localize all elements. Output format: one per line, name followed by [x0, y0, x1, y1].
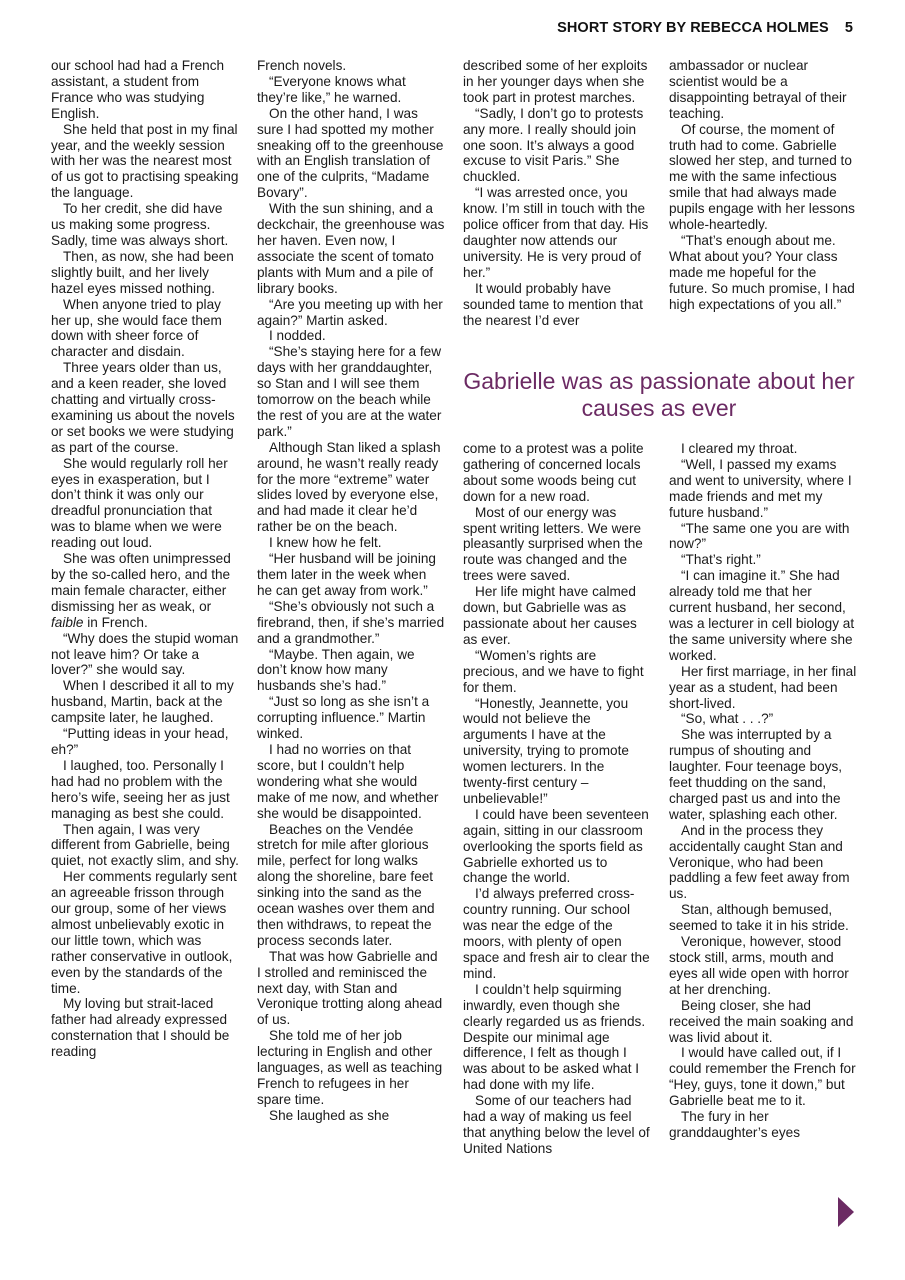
paragraph: My loving but strait-laced father had already expressed consternation that I should be reading: [51, 996, 230, 1060]
pull-quote: Gabrielle was as passionate about her causes as ever: [463, 368, 855, 421]
paragraph: Some of our teachers had had a way of making us feel that anything below the level of United Nations: [463, 1093, 650, 1156]
paragraph: Then, as now, she had been slightly built, and her lively hazel eyes missed nothing.: [51, 248, 234, 296]
paragraph: It would probably have sounded tame to mention that the nearest I’d ever: [463, 280, 643, 328]
paragraph-text: She was often unimpressed by the so-called hero, and the main female character, either dismissing her as weak, or: [51, 551, 231, 614]
paragraph: Beaches on the Vendée stretch for mile after glorious mile, perfect for long walks along the shoreline, bare feet sinking into the sand as the ocean washes over them and then withdraws, to repeat the process seconds later.: [257, 821, 435, 948]
paragraph: Although Stan liked a splash around, he wasn’t really ready for the more “extreme” water slides loved by everyone else, and had made it clear he’d rather be on the beach.: [257, 439, 441, 535]
paragraph: She told me of her job lecturing in English and other languages, as well as teaching French to refugees in her spare time.: [257, 1028, 443, 1107]
paragraph: She was interrupted by a rumpus of shouting and laughter. Four teenage boys, feet thudding on the sand, charged past us and into the water, splashing each other.: [669, 727, 843, 822]
paragraph: Three years older than us, and a keen reader, she loved chatting and virtually cross-examining us about the novels or set books we were studying as part of the course.: [51, 360, 235, 455]
paragraph: I nodded.: [269, 328, 326, 344]
column-4-top: [669, 58, 857, 313]
paragraph: “The same one you are with now?”: [669, 520, 850, 552]
paragraph: She would regularly roll her eyes in exasperation, but I don’t think it was only our dreadful pronunciation that was to blame when we were reading out loud.: [51, 455, 228, 551]
paragraph: When I described it all to my husband, Martin, back at the campsite later, he laughed.: [51, 678, 234, 726]
paragraph: On the other hand, I was sure I had spotted my mother sneaking off to the greenhouse with an English translation of one of the culprits, “Madame Bovary”.: [257, 105, 444, 201]
paragraph: I had no worries on that score, but I couldn’t help wondering what she would make of me now, and whether she would be disappointed.: [257, 741, 439, 821]
paragraph: Most of our energy was spent writing letters. We were pleasantly surprised when the route was changed and the trees were saved.: [463, 504, 643, 584]
column-3-bottom: [463, 441, 651, 1157]
running-header: [557, 20, 853, 36]
paragraph: “She’s obviously not such a firebrand, then, if she’s married and a grandmother.”: [257, 598, 445, 646]
column-2: [257, 58, 445, 1124]
paragraph: The fury in her granddaughter’s eyes: [669, 1109, 800, 1140]
paragraph: She laughed as she: [269, 1107, 390, 1123]
paragraph: “Just so long as she isn’t a corrupting influence.” Martin winked.: [257, 694, 430, 742]
header-title: SHORT STORY BY REBECCA HOLMES: [557, 20, 829, 36]
paragraph: “She’s staying here for a few days with her granddaughter, so Stan and I will see them tomorrow on the beach while the rest of you are at the water park.”: [257, 344, 442, 439]
italic-word: faible: [51, 614, 84, 630]
column-1: [51, 58, 239, 1060]
paragraph: I could have been seventeen again, sitting in our classroom overlooking the sports field as Gabrielle exhorted us to change the world.: [463, 806, 649, 886]
paragraph: “Are you meeting up with her again?” Martin asked.: [257, 296, 443, 328]
paragraph: Of course, the moment of truth had to come. Gabrielle slowed her step, and turned to me with the same infectious smile that had always made pupils engage with her lessons whole-heartedly.: [669, 121, 855, 233]
paragraph: French novels.: [257, 58, 347, 73]
paragraph: I’d always preferred cross-country running. Our school was near the edge of the moors, with plenty of open space and fresh air to clear the mind.: [463, 886, 650, 981]
paragraph: described some of her exploits in her younger days when she took part in protest marches.: [463, 58, 648, 105]
paragraph: come to a protest was a polite gathering of concerned locals about some woods being cut down for a new road.: [463, 441, 644, 504]
column-3-top: [463, 58, 651, 328]
paragraph: “Sadly, I don’t go to protests any more. I really should join one soon. It’s always a good excuse to visit Paris.” She chuckled.: [463, 105, 644, 185]
paragraph: I laughed, too. Personally I had had no problem with the hero’s wife, seeing her as just managing as best she could.: [51, 757, 230, 821]
paragraph: With the sun shining, and a deckchair, the greenhouse was her haven. Even now, I associate the scent of tomato plants with Mum and a pile of library books.: [257, 201, 445, 296]
paragraph: Then again, I was very different from Gabrielle, being quiet, not exactly slim, and shy.: [51, 821, 239, 869]
column-4-bottom: [669, 441, 857, 1141]
paragraph: And in the process they accidentally caught Stan and Veronique, who had been paddling a few feet away from us.: [669, 822, 850, 902]
paragraph: “Everyone knows what they’re like,” he warned.: [257, 73, 406, 105]
paragraph: “Women’s rights are precious, and we have to fight for them.: [463, 647, 644, 695]
paragraph: “Honestly, Jeannette, you would not believe the arguments I have at the university, trying to promote women lecturers. In the twenty-first century – unbelievable!”: [463, 695, 629, 806]
paragraph: “Putting ideas in your head, eh?”: [51, 726, 229, 757]
paragraph: ambassador or nuclear scientist would be a disappointing betrayal of their teaching.: [669, 58, 847, 121]
paragraph: Veronique, however, stood stock still, arms, mouth and eyes all wide open with horror at her drenching.: [669, 934, 849, 997]
paragraph: Stan, although bemused, seemed to take it in his stride.: [669, 902, 849, 934]
paragraph: She held that post in my final year, and the weekly session with her was the nearest most of us got to practising speaking the language.: [51, 121, 239, 201]
paragraph: “Her husband will be joining them later in the week when he can get away from work.”: [257, 551, 436, 598]
next-page-arrow-icon: [838, 1197, 854, 1227]
paragraph: When anyone tried to play her up, she would face them down with sheer force of character and disdain.: [51, 296, 222, 360]
paragraph: our school had had a French assistant, a student from France who was studying English.: [51, 58, 225, 121]
paragraph: That was how Gabrielle and I strolled and reminisced the next day, with Stan and Veronique trotting along ahead of us.: [257, 948, 443, 1028]
paragraph: “I was arrested once, you know. I’m still in touch with the police officer from that day. His daughter now attends our university. He is very proud of her.”: [463, 185, 649, 280]
paragraph-text-end: in French.: [83, 614, 148, 630]
paragraph: I cleared my throat.: [681, 441, 798, 456]
paragraph: I would have called out, if I could remember the French for “Hey, guys, tone it down,” but Gabrielle beat me to it.: [669, 1045, 856, 1109]
paragraph: Her comments regularly sent an agreeable frisson through our group, some of her views almost unbelievably exotic in our little town, which was rather conservative in outlook, even by the standards of the time.: [51, 869, 237, 996]
paragraph: “I can imagine it.” She had already told me that her current husband, her second, was a lecturer in cell biology at the same university where she worked.: [669, 568, 855, 663]
paragraph: “Well, I passed my exams and went to university, where I made friends and met my future husband.”: [669, 456, 852, 520]
paragraph: “Maybe. Then again, we don’t know how many husbands she’s had.”: [257, 646, 415, 694]
paragraph: To her credit, she did have us making some progress. Sadly, time was always short.: [51, 201, 229, 248]
paragraph: “So, what . . .?”: [681, 711, 774, 727]
paragraph: I knew how he felt.: [269, 535, 382, 551]
paragraph: [51, 551, 239, 631]
paragraph: “Why does the stupid woman not leave him? Or take a lover?” she would say.: [51, 630, 239, 678]
paragraph: “That’s enough about me. What about you? Your class made me hopeful for the future. So much promise, I had high expectations of you all.”: [669, 232, 855, 312]
paragraph: Her first marriage, in her final year as a student, had been short-lived.: [669, 663, 857, 711]
paragraph: Her life might have calmed down, but Gabrielle was as passionate about her causes as ever.: [463, 584, 637, 647]
paragraph: “That’s right.”: [681, 552, 761, 568]
paragraph: Being closer, she had received the main soaking and was livid about it.: [669, 997, 854, 1045]
page-number: 5: [844, 20, 853, 36]
paragraph: I couldn’t help squirming inwardly, even though she clearly regarded us as friends. Despite our minimal age difference, I felt as though I was about to be asked what I had done with my life.: [463, 981, 646, 1093]
